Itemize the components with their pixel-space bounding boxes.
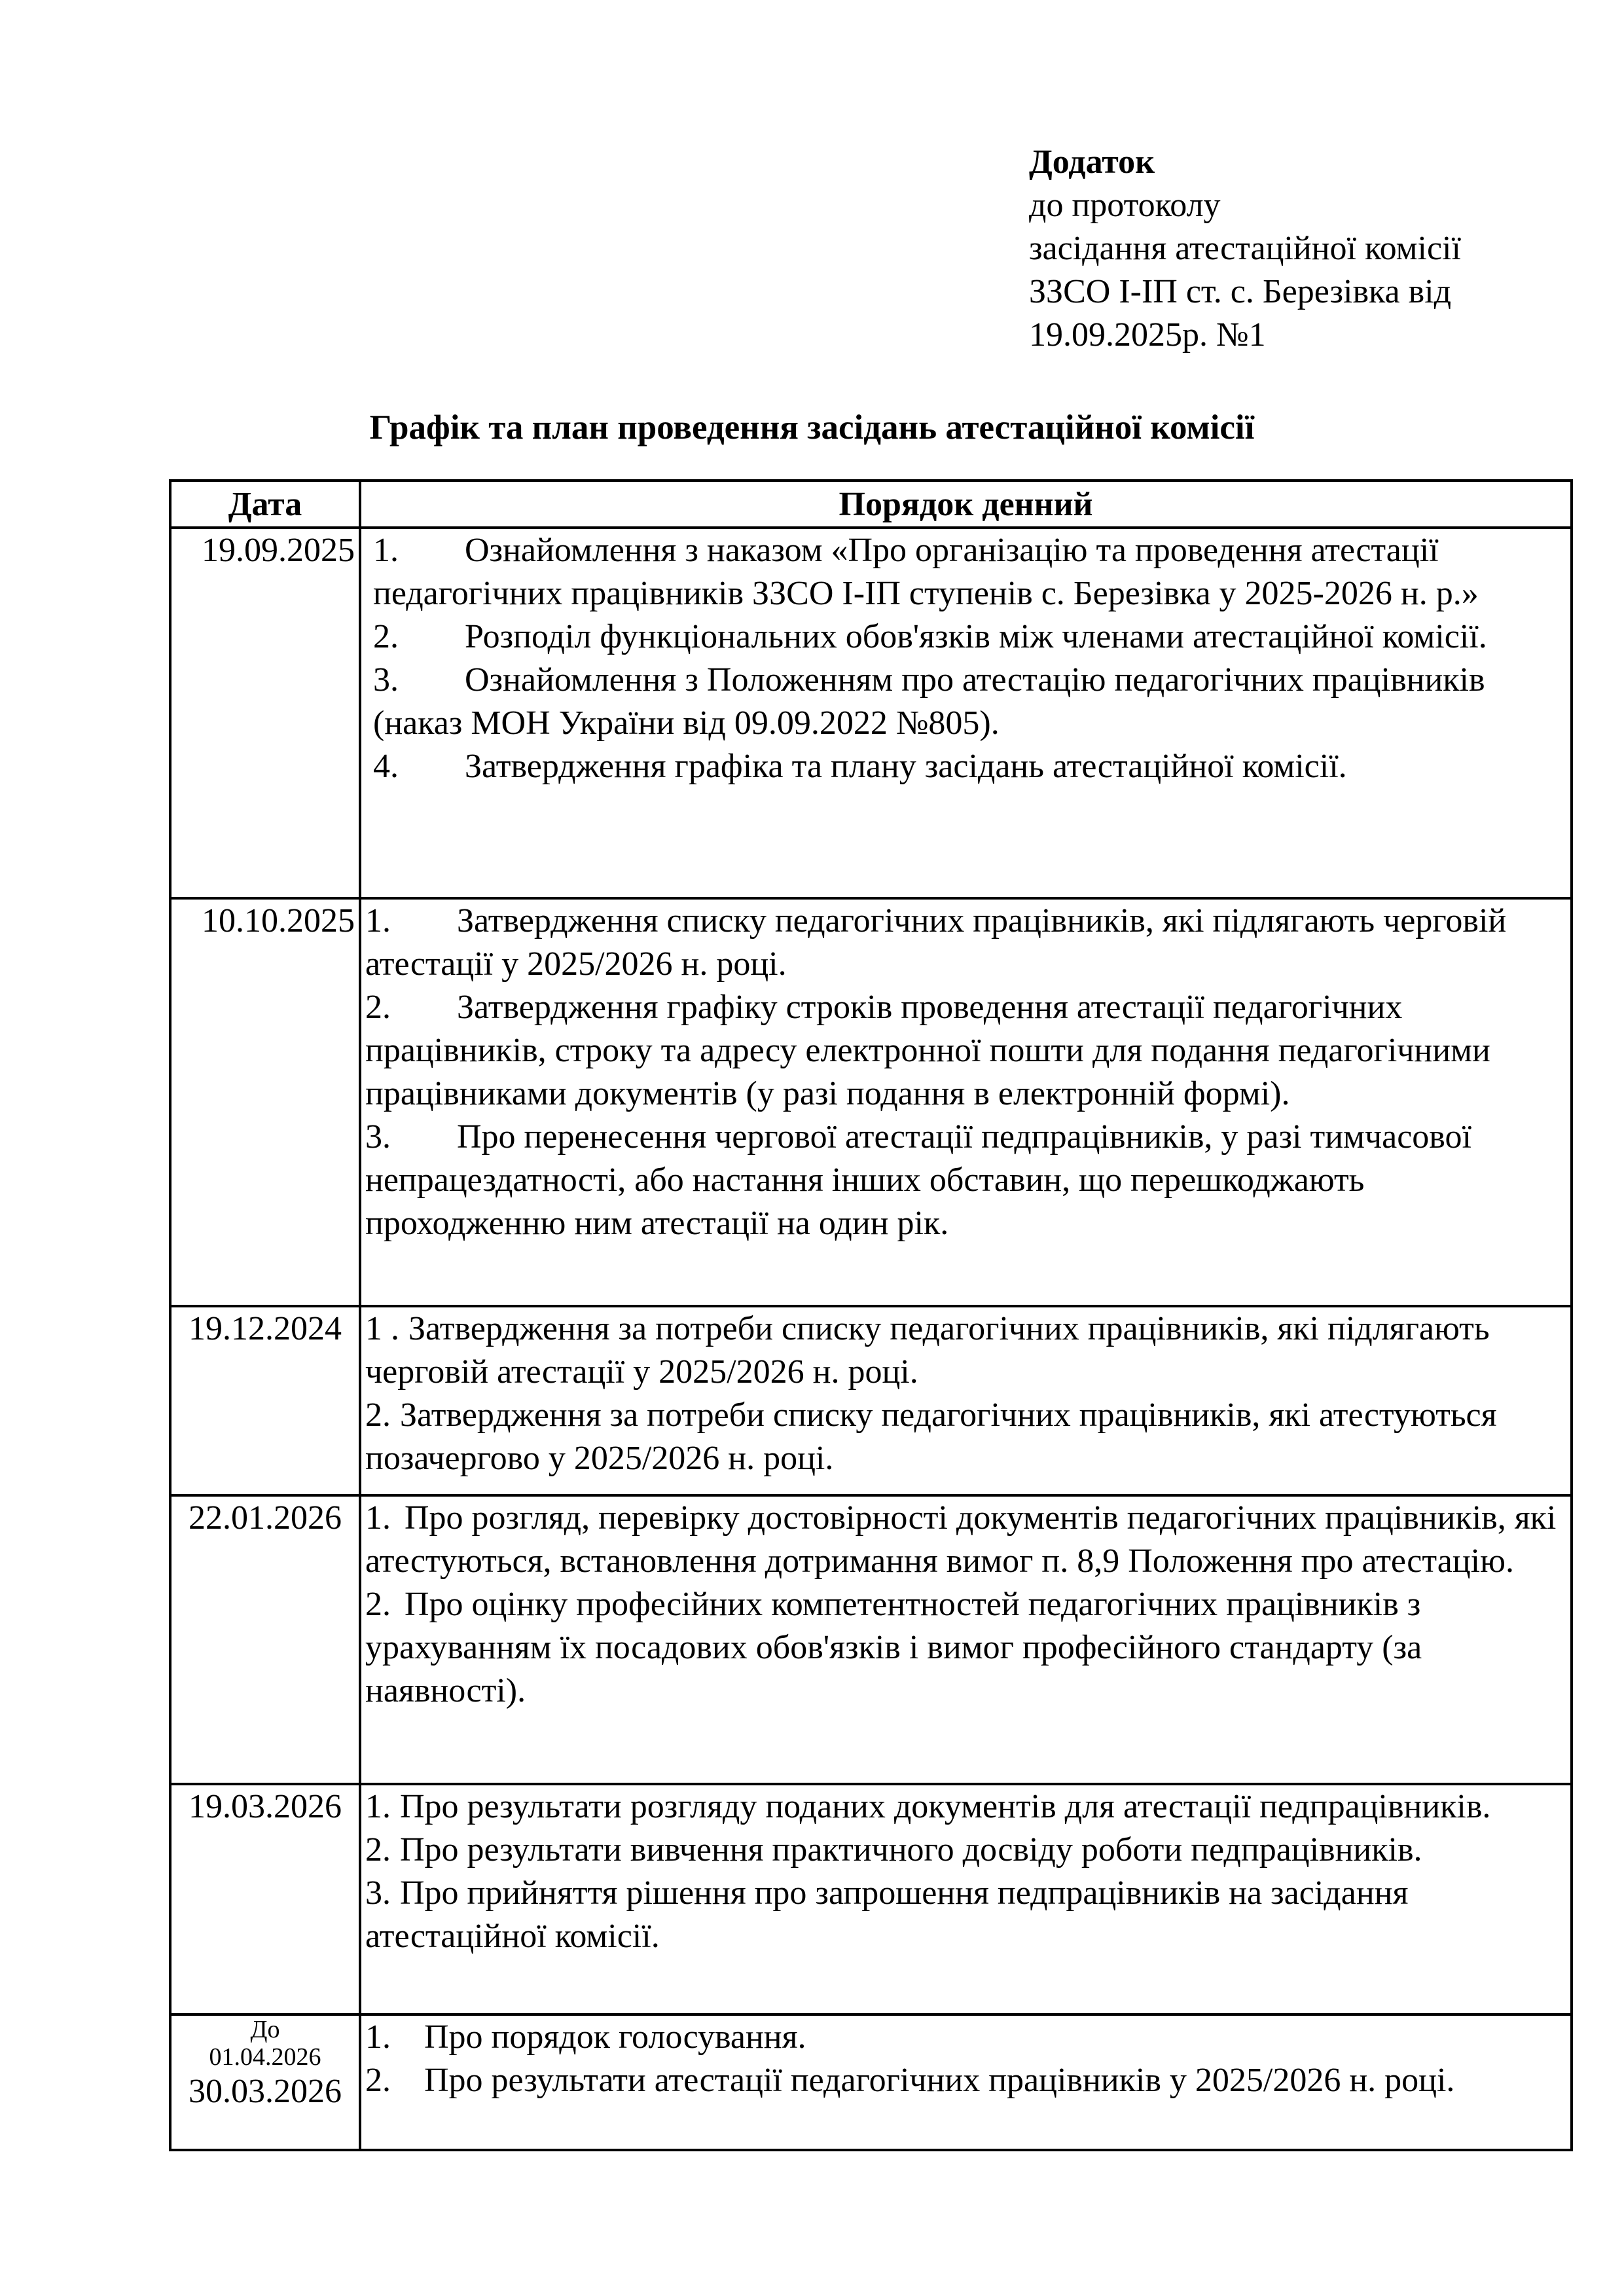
agenda-item [365, 2059, 1566, 2102]
item-number: 2. [365, 2062, 391, 2099]
item-text: Про результати розгляду поданих документів для атестації педпрацівників. [400, 1788, 1491, 1825]
item-number: 1 . [365, 1310, 399, 1347]
item-text: Про результати атестації педагогічних працівників у 2025/2026 н. році. [424, 2062, 1455, 2099]
agenda-cell [360, 1495, 1572, 1784]
agenda-cell [360, 528, 1572, 898]
item-text: Про порядок голосування. [424, 2018, 806, 2056]
item-number: 3. [365, 1118, 391, 1156]
item-text: Ознайомлення з Положенням про атестацію педагогічних працівників (наказ МОН України від 09.09.2022 №805). [373, 661, 1485, 742]
item-text: Про перенесення чергової атестації педпрацівників, у разі тимчасової непрацездатності, або настання інших обставин, що перешкоджають проходженню ним атестації на один рік. [365, 1118, 1471, 1242]
meeting-date: 19.12.2024 [170, 1306, 360, 1495]
table-row [170, 2014, 1572, 2150]
agenda-item [365, 659, 1566, 745]
item-number: 1. [365, 2018, 391, 2056]
meeting-date: 19.03.2026 [170, 1784, 360, 2014]
item-number: 2. [365, 989, 391, 1026]
item-text: Затвердження списку педагогічних працівників, які підлягають черговій атестації у 2025/2026 н. році. [365, 902, 1507, 983]
item-number: 1. [365, 1788, 391, 1825]
appendix-line: засідання атестаційної комісії [1029, 230, 1461, 267]
table-row [170, 1495, 1572, 1784]
meeting-date-cell [170, 2014, 360, 2150]
meeting-date: 22.01.2026 [170, 1495, 360, 1784]
appendix-heading: Додаток [1029, 143, 1155, 181]
item-number: 1. [365, 902, 391, 939]
date-original: 01.04.2026 [209, 2043, 321, 2071]
item-number: 1. [373, 532, 399, 569]
item-number: 2. [365, 1831, 391, 1868]
item-number: 3. [373, 661, 399, 699]
schedule-table [169, 479, 1573, 2151]
agenda-item [365, 2016, 1566, 2059]
item-text: Затвердження графіка та плану засідань атестаційної комісії. [465, 748, 1347, 785]
agenda-item [365, 1583, 1566, 1713]
item-number: 3. [365, 1874, 391, 1912]
table-header-row [170, 481, 1572, 528]
item-number: 2. [373, 618, 399, 655]
agenda-item [365, 900, 1566, 986]
header-agenda: Порядок денний [360, 481, 1572, 528]
agenda-item [365, 745, 1566, 788]
item-number: 2. [365, 1586, 391, 1623]
agenda-cell [360, 1306, 1572, 1495]
item-text: Розподіл функціональних обов'язків між членами атестаційної комісії. [465, 618, 1487, 655]
item-text: Ознайомлення з наказом «Про організацію та проведення атестації педагогічних працівників ЗЗСО І-ІП ступенів с. Березівка у 2025-2026 н. р.» [373, 532, 1479, 612]
agenda-item [365, 1872, 1566, 1958]
appendix-block [1029, 141, 1461, 357]
table-row [170, 528, 1572, 898]
agenda-item [365, 529, 1566, 615]
table-row [170, 898, 1572, 1306]
agenda-item [365, 1829, 1566, 1872]
item-text: Про оцінку професійних компетентностей педагогічних працівників з урахуванням їх посадових обов'язків і вимог професійного стандарту (за наявності). [365, 1586, 1422, 1709]
agenda-item [365, 1394, 1566, 1480]
header-date: Дата [170, 481, 360, 528]
date-prefix: До [250, 2016, 280, 2043]
appendix-line: до протоколу [1029, 187, 1221, 224]
item-text: Про результати вивчення практичного досвіду роботи педпрацівників. [400, 1831, 1422, 1868]
agenda-cell [360, 1784, 1572, 2014]
agenda-item [365, 615, 1566, 659]
agenda-cell [360, 2014, 1572, 2150]
table-row [170, 1784, 1572, 2014]
table-row [170, 1306, 1572, 1495]
item-number: 1. [365, 1499, 391, 1537]
agenda-item [365, 1497, 1566, 1583]
appendix-line: ЗЗСО І-ІП ст. с. Березівка від [1029, 273, 1452, 310]
item-text: Затвердження за потреби списку педагогічних працівників, які підлягають черговій атестації у 2025/2026 н. році. [365, 1310, 1490, 1391]
document-title: Графік та план проведення засідань атестаційної комісії [369, 409, 1255, 446]
agenda-item [365, 1116, 1566, 1245]
meeting-date: 30.03.2026 [189, 2073, 342, 2110]
item-number: 2. [365, 1396, 391, 1434]
meeting-date: 10.10.2025 [170, 898, 360, 1306]
item-text: Про прийняття рішення про запрошення педпрацівників на засідання атестаційної комісії. [365, 1874, 1409, 1955]
item-text: Про розгляд, перевірку достовірності документів педагогічних працівників, які атестуються, встановлення дотримання вимог п. 8,9 Положення про атестацію. [365, 1499, 1557, 1580]
item-text: Затвердження графіку строків проведення атестації педагогічних працівників, строку та адресу електронної пошти для подання педагогічними працівниками документів (у разі подання в електронній формі). [365, 989, 1490, 1112]
agenda-cell [360, 898, 1572, 1306]
item-number: 4. [373, 748, 399, 785]
agenda-item [365, 986, 1566, 1116]
appendix-line: 19.09.2025р. №1 [1029, 316, 1266, 354]
agenda-item [365, 1785, 1566, 1829]
meeting-date: 19.09.2025 [170, 528, 360, 898]
agenda-item [365, 1307, 1566, 1394]
item-text: Затвердження за потреби списку педагогічних працівників, які атестуються позачергово у 2025/2026 н. році. [365, 1396, 1497, 1477]
